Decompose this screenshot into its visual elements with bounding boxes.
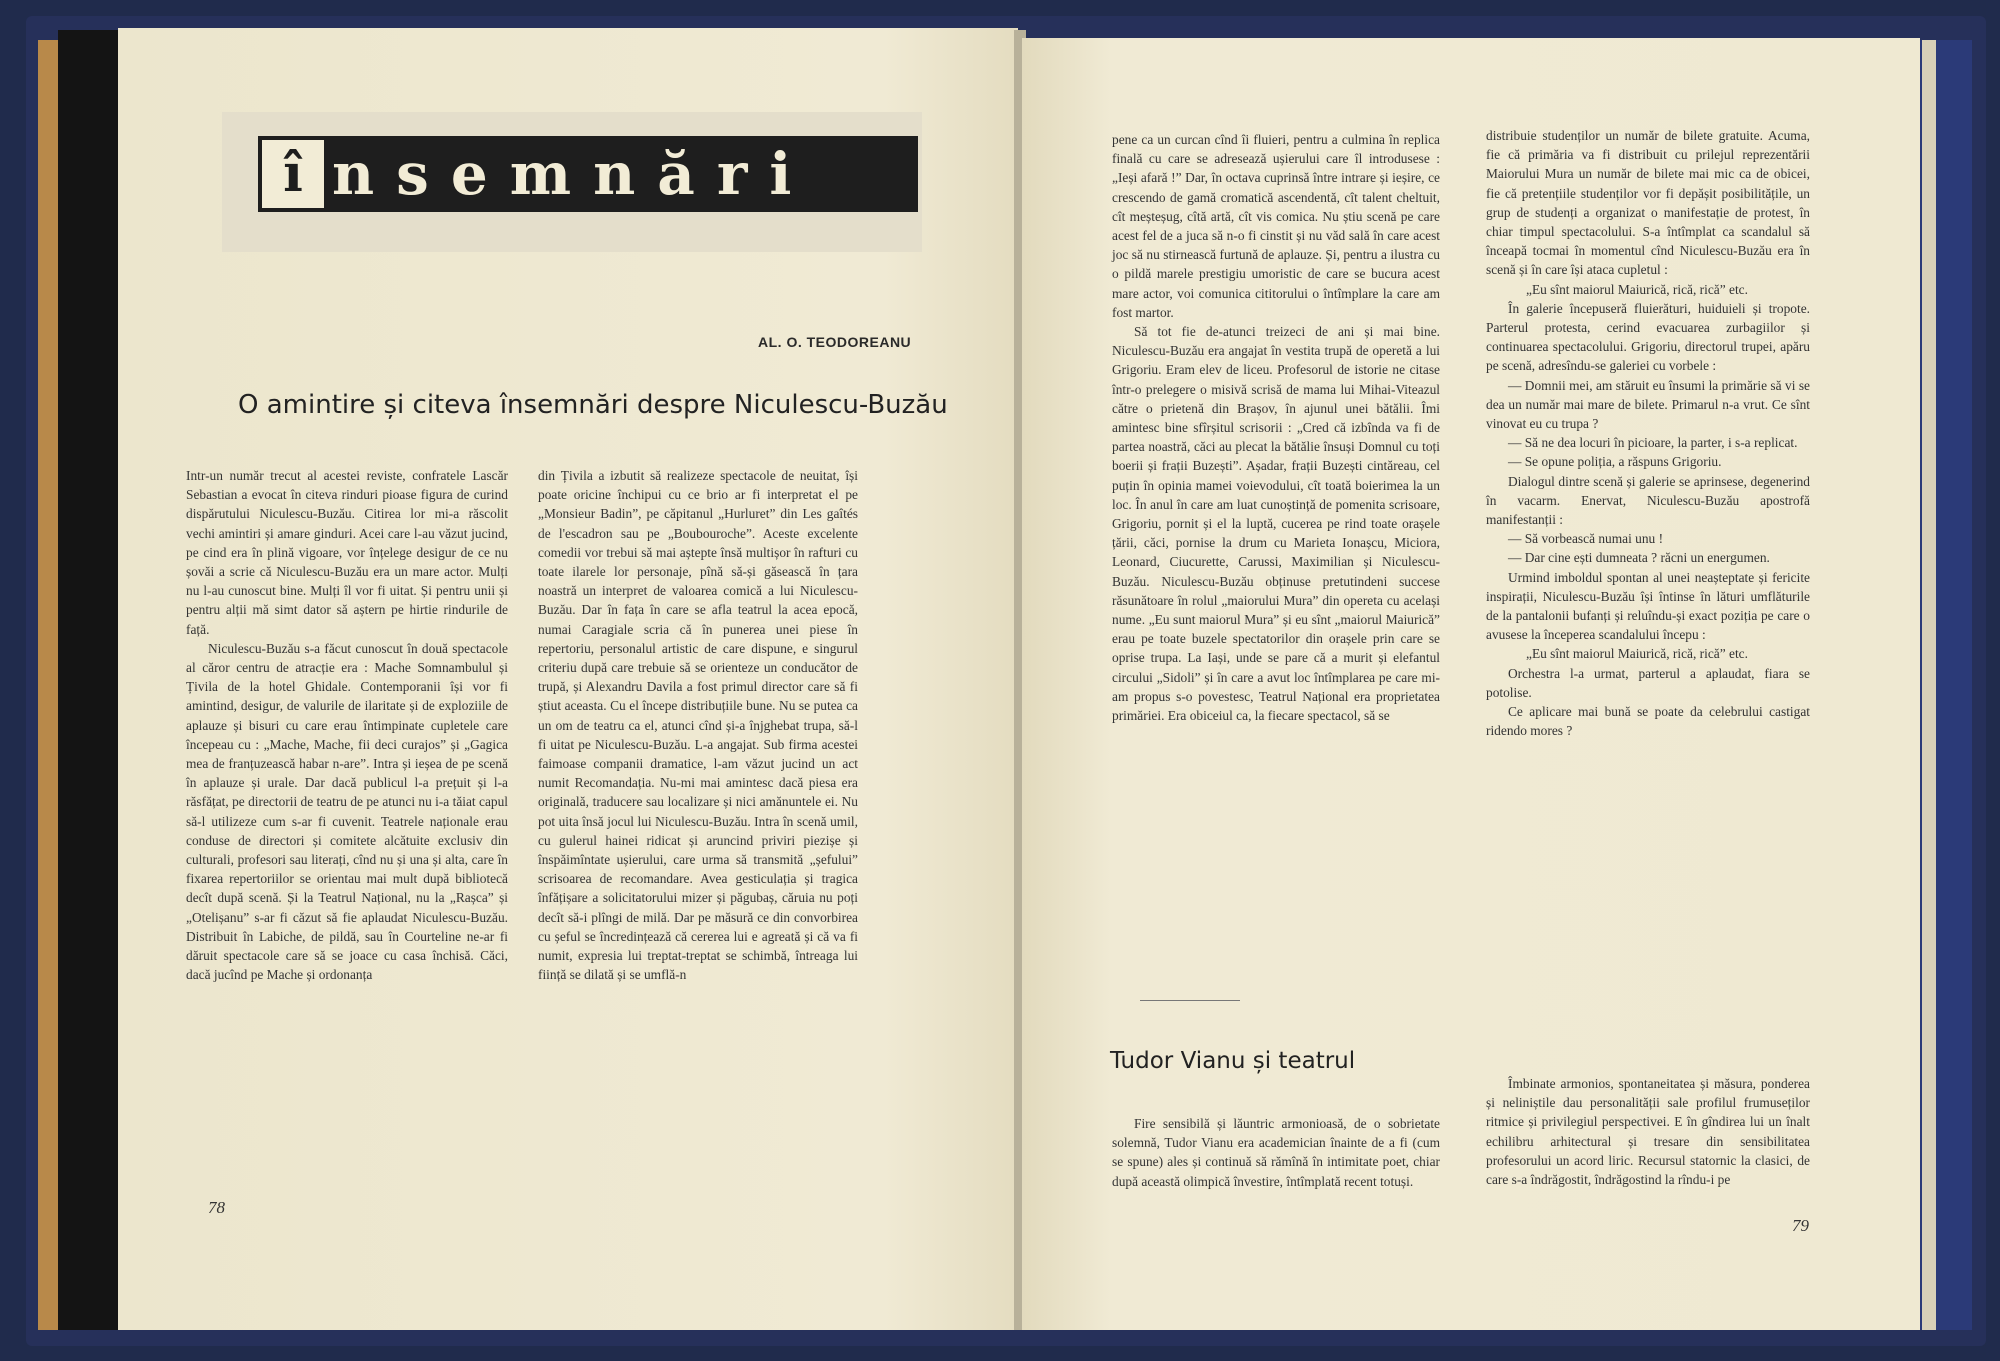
verse: „Eu sînt maiorul Maiurică, rică, rică” etc.: [1526, 646, 1748, 662]
page-edges-left: [38, 40, 60, 1330]
paragraph: Să tot fie de-atunci treizeci de ani și mai bine. Niculescu-Buzău era angajat în vestita trupă de operetă a lui Grigoriu. Eram elev de liceu. Profesorul de istorie ne citase într-o prelegere o misivă scrisă de mama lui Mihai-Viteazul către o prietenă din Brașov, în ajunul unei bătălii. Îmi amintesc bine sfîrșitul scrisorii : „Cred că izbînda va fi de partea noastră, căci au plecat la bătălie însuși Domnul cu toți boerii și frații Buzești”. Așadar, frații Buzești cintăreau, cel puțin în opinia mamei voievodului, cît toată boierimea la un loc. În anul în care am luat cunoștință de pomenita scrisoare, Grigoriu, pornit și el la luptă, cucerea pe rind toate orașele țării, căci, pornise la drum cu Marieta Ionașcu, Miciora, Leonard, Ciucurette, Carussi, Maximilian și Niculescu-Buzău. Niculescu-Buzău obținuse pretutindeni succese răsunătoare în rolul „maiorului Mura” din opereta cu același nume. „Eu sunt maiorul Mura” și eu sînt „maiorul Maiurică” erau pe toate buzele spectatorilor din orașele prin care se oprise trupa. La Iași, unde se pare că a murit și elefantul circului „Sidoli” și în care a avut loc întîmplarea pe care mi-am propus s-o povestesc, Teatrul Național era proprietatea primăriei. Era obiceiul ca, la fiecare spectacol, să se: [1112, 324, 1440, 724]
right-column-4: [1486, 1074, 1810, 1254]
paragraph: În galerie începuseră fluierături, huiduieli și tropote. Parterul protesta, cerind evacuarea zurbagiilor și continuarea spectacolului. Grigoriu, directorul trupei, apăru pe scenă, adresîndu-se galeriei cu vorbele :: [1486, 300, 1810, 374]
section-title: Tudor Vianu și teatrul: [1110, 1048, 1356, 1074]
paragraph: Îmbinate armonios, spontaneitatea și măsura, ponderea și neliniștile dau personalității sale profilul frumuseților ritmice și privilegiul perspectivei. E în gîndirea lui un înalt echilibru arhitectural și tresare din sensibilitatea profesorului un acord liric. Recursul statornic la clasici, de care s-a îndrăgostit, îndrăgostind la rîndu-i pe: [1486, 1076, 1810, 1188]
left-column-1: [186, 466, 508, 1226]
page-edges-right: [1922, 40, 1936, 1330]
paragraph: Orchestra l-a urmat, parterul a aplaudat, fiara se potolise.: [1486, 665, 1810, 700]
paragraph: Urmind imboldul spontan al unei neașteptate și fericite inspirații, Niculescu-Buzău își întinse în lături umflăturile de la pantalonii bufanți și reluîndu-și exact poziția pe care o avusese la începerea scandalului începu :: [1486, 569, 1810, 643]
paragraph: Intr-un număr trecut al acestei reviste, confratele Lascăr Sebastian a evocat în citeva rinduri pioase figura de curind dispărutului Niculescu-Buzău. Citirea lor mi-a răscolit vechi amintiri și amare ginduri. Acei care l-au văzut jucind, pe cind era în plină vigoare, vor înțelege desigur de ce nu șovăi a scrie că Niculescu-Buzău era un mare actor. Mulți nu l-au cunoscut bine. Mulți îl vor fi uitat. Și pentru unii și pentru alții mă simt dator să aștern pe hirtie rindurile de față.: [186, 468, 508, 637]
right-page: [1022, 38, 1920, 1330]
left-page: [118, 28, 1018, 1330]
verse: „Eu sînt maiorul Maiurică, rică, rică” etc.: [1526, 281, 1748, 297]
author-name: AL. O. TEODOREANU: [758, 334, 912, 350]
dialogue-line: — Domnii mei, am stăruit eu însumi la primărie să vi se dea un număr mai mare de bilete. Primarul n-a vrut. Ce sînt vinovat eu cu trupa ?: [1486, 377, 1810, 432]
left-column-2: [538, 466, 858, 1226]
right-column-1: [1112, 130, 1440, 1030]
paragraph: pene ca un curcan cînd îi fluieri, pentru a culmina în replica finală cu care se adresează ușierului care îl introdusese : „Ieși afară !” Dar, în octava cuprinsă între intrare și ieșire, ce crescendo de gamă cromatică ascendentă, cît talent cheltuit, cît meșteșug, cîtă artă, cît vis comica. Nu știu scenă pe care acest fel de a juca să n-o fi cinstit și nu văd sală în care acest joc să nu stirnească furtună de aplauze. Și, pentru a ilustra cu o pildă marele prestigiu umoristic de care se bucura acest mare actor, voi comunica cititorului o întîmplare la care am fost martor.: [1112, 132, 1440, 320]
paragraph: Dialogul dintre scenă și galerie se aprinsese, degenerind în vacarm. Enervat, Niculescu-Buzău apostrofă manifestanții :: [1486, 473, 1810, 528]
right-column-3: [1112, 1114, 1440, 1254]
paragraph: Niculescu-Buzău s-a făcut cunoscut în două spectacole al căror centru de atracție era : Mache Somnambulul și Țivila de la hotel Ghidale. Contemporanii își vor fi amintind, desigur, de valurile de ilaritate și de exploziile de aplauze și bisuri cu care erau întimpinate cupletele care începeau cu : „Mache, Mache, fii deci curajos” și „Gagica mea de franțuzească habar n-are”. Intra și ieșea de pe scenă în aplauze și urale. Dar dacă publicul l-a prețuit și l-a răsfățat, pe directorii de teatru de pe atunci nu i-a tăiat capul să-l utilizeze cum s-ar fi cuvenit. Teatrele naționale erau conduse de directori și comitete alcătuite exclusiv din culturali, profesori sau literați, cînd nu și una și alta, care în fixarea repertoriilor se orientau mai mult după bibliotecă decît după scenă. Și la Teatrul Național, nu la „Rașca” și „Otelișanu” s-ar fi căzut să fie aplaudat Niculescu-Buzău. Distribuit în Labiche, de pildă, sau în Courteline ne-ar fi dăruit spectacole care să se joace cu casa închisă. Căci, dacă jucînd pe Mache și ordonanța: [186, 640, 508, 983]
paragraph: Fire sensibilă și lăuntric armonioasă, de o sobrietate solemnă, Tudor Vianu era academician înainte de a fi (cum se spune) ales și continuă să rămînă în intimitate poet, chiar după această olimpică învestire, întîmplată recent totuși.: [1112, 1116, 1440, 1189]
dialogue-line: — Dar cine ești dumneata ? răcni un energumen.: [1508, 550, 1770, 566]
article-title: O amintire și citeva însemnări despre Niculescu-Buzău: [238, 390, 948, 420]
page-number-right: 79: [1792, 1216, 1809, 1235]
dialogue-line: — Se opune poliția, a răspuns Grigoriu.: [1508, 454, 1722, 470]
right-column-2: [1486, 126, 1810, 1026]
paragraph: Ce aplicare mai bună se poate da celebrului castigat ridendo mores ?: [1486, 704, 1810, 739]
section-divider: [1140, 1000, 1240, 1001]
header-first-letter: î: [260, 138, 326, 210]
dialogue-line: — Să ne dea locuri în picioare, la parter, i s-a replicat.: [1508, 435, 1798, 451]
cover-spine-left: [58, 30, 118, 1330]
paragraph: din Țivila a izbutit să realizeze spectacole de neuitat, își poate oricine închipui cu ce brio ar fi interpretat el pe „Monsieur Badin”, pe căpitanul „Hurluret” din Les gaîtés de l'escadron sau pe „Boubouroche”. Aceste excelente comedii vor trebui să mai aștepte însă multișor în rafturi cu toate ilarele lor personaje, pînă să-și găsească în țara noastră un interpret de valoarea comică a lui Niculescu-Buzău. Dar în fața în care se afla teatrul la acea epocă, numai Caragiale scria că în punerea unei piese în repertoriu, personalul artistic de care dispune, e singurul criteriu după care trebuie să se orienteze un conducător de trupă, și Alexandru Davila a fost primul director care să fi știut aceasta. Cu el începe distribuțiile bune. Nu se putea ca un om de teatru ca el, atunci cînd și-a înjghebat trupa, să-l fi uitat pe Niculescu-Buzău. L-a angajat. Sub firma acestei faimoase companii dramatice, l-am văzut jucind un act numit Recomandația. Nu-mi mai amintesc dacă piesa era originală, traducere sau localizare și nici amănuntele ei. Nu pot uita însă jocul lui Niculescu-Buzău. Intra în scenă umil, cu gulerul hainei ridicat și aruncind priviri piezișe și înspăimîntate ușierului, care urma să transmită „șefului” scrisoarea de recomandare. Avea gesticulația și tragica înfățișare a solicitatorului mizer și păgubaș, căruia nu poți decît să-i plîngi de milă. Dar pe măsură ce din convorbirea cu șeful se încredințează că cererea lui e agreată și că va fi numit, expresia lui treptat-treptat se schimbă, întreaga lui ființă se dilată și se umflă-n: [538, 468, 858, 983]
dialogue-line: — Să vorbească numai unu !: [1508, 531, 1664, 547]
paragraph: distribuie studenților un număr de bilete gratuite. Acuma, fie că primăria va fi distribuit cu prilejul reprezentării Maiorului Mura un număr de bilete mai mic ca de obicei, fie că pretențiile studenților vor fi depășit posibilitățile, un grup de studenți a organizat o manifestație de protest, în chiar timpul spectacolului. S-a întîmplat ca scandalul să înceapă tocmai în momentul cînd Niculescu-Buzău era în scenă și în care își ataca cupletul :: [1486, 128, 1810, 278]
header-title: nsemnări: [332, 140, 814, 208]
page-number-left: 78: [208, 1198, 225, 1217]
